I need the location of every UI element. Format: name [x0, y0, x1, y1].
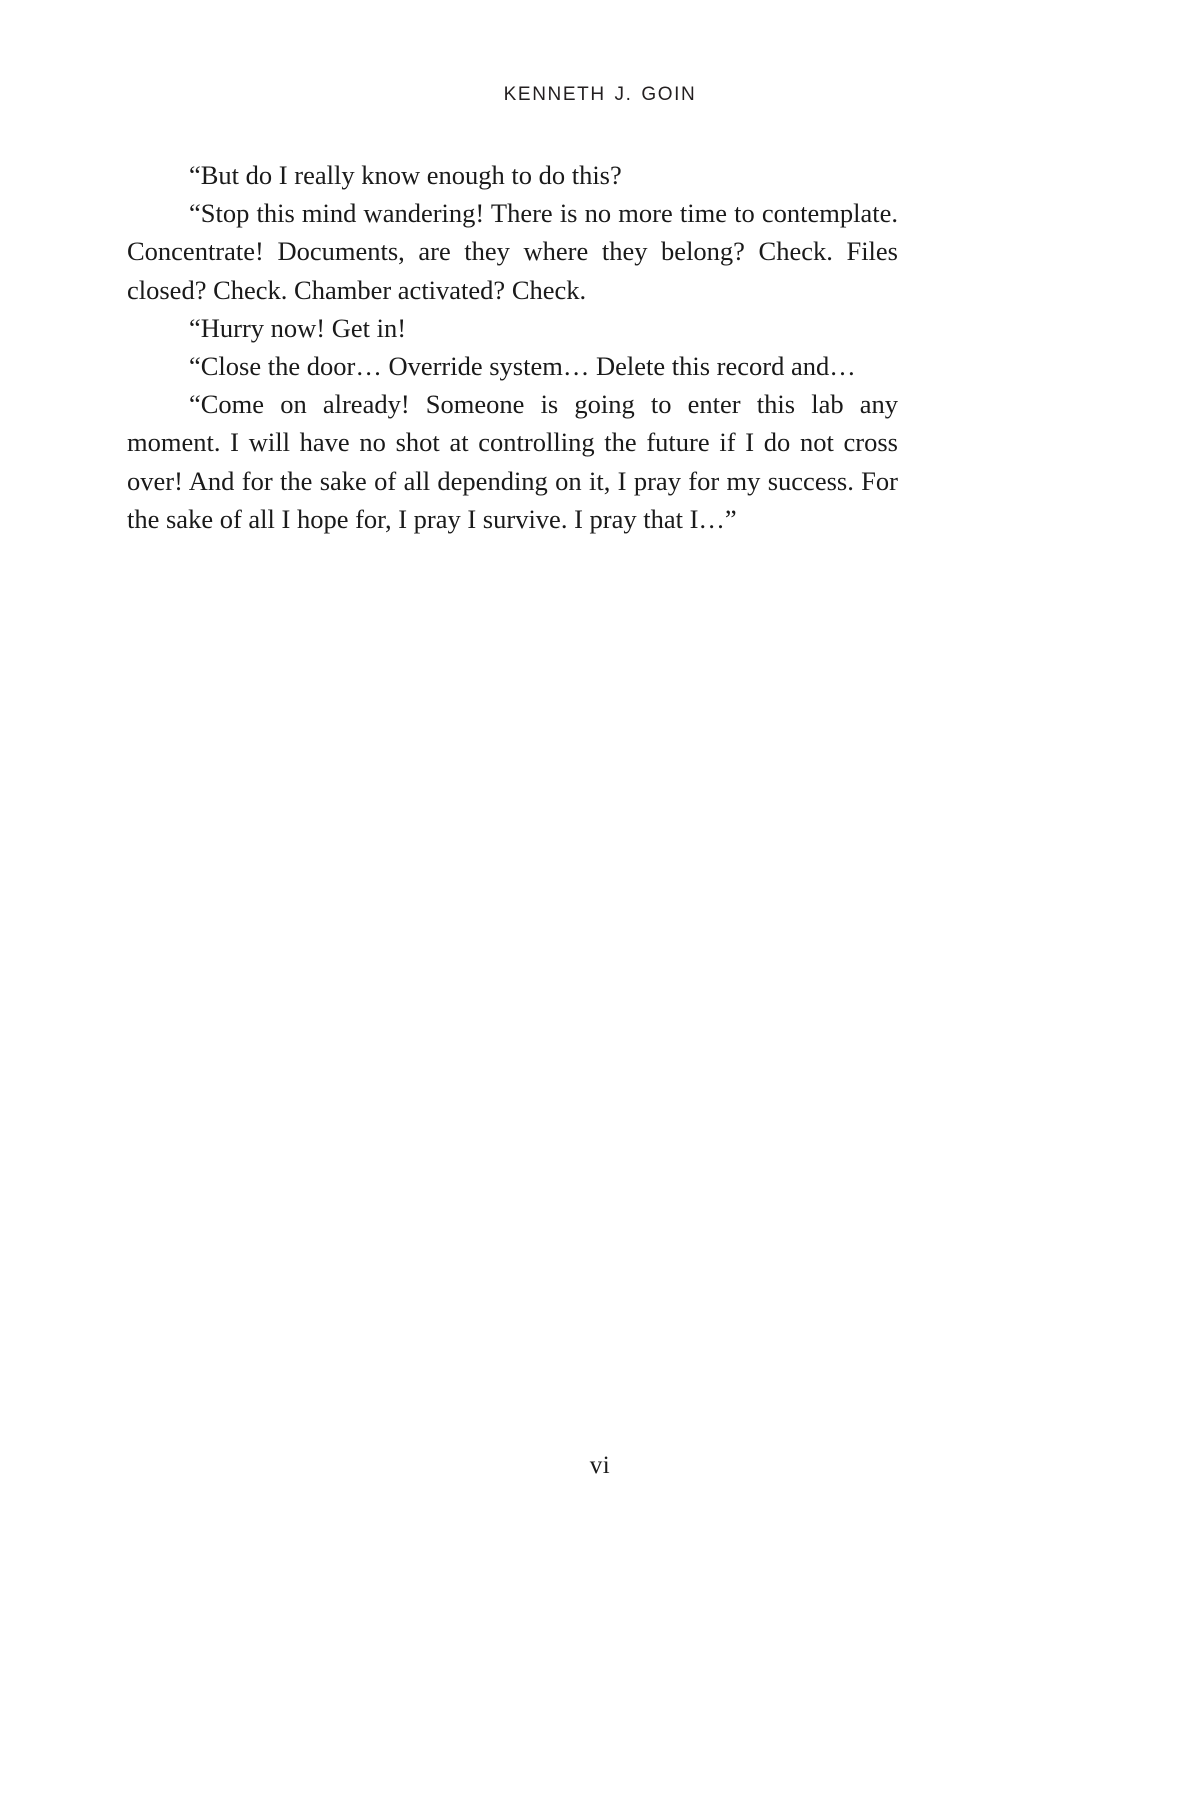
running-head: KENNETH J. GOIN	[503, 84, 697, 105]
body-text-block	[127, 156, 898, 538]
paragraph: “Come on already! Someone is going to enter this lab any moment. I will have no shot at controlling the future if I do not cross over! And for the sake of all depending on it, I pray for my success. For the sake of all I hope for, I pray I survive. I pray that I…”	[127, 389, 898, 534]
paragraph: “But do I really know enough to do this?	[189, 160, 622, 190]
page-number: vi	[589, 1452, 611, 1479]
paragraph: “Hurry now! Get in!	[189, 312, 407, 343]
paragraph: “Stop this mind wandering! There is no more time to contemplate. Concentrate! Documents, are they where they belong? Check. Files closed? Check. Chamber activated? Check.	[127, 198, 898, 305]
paragraph: “Close the door… Override system… Delete this record and…	[189, 351, 856, 382]
